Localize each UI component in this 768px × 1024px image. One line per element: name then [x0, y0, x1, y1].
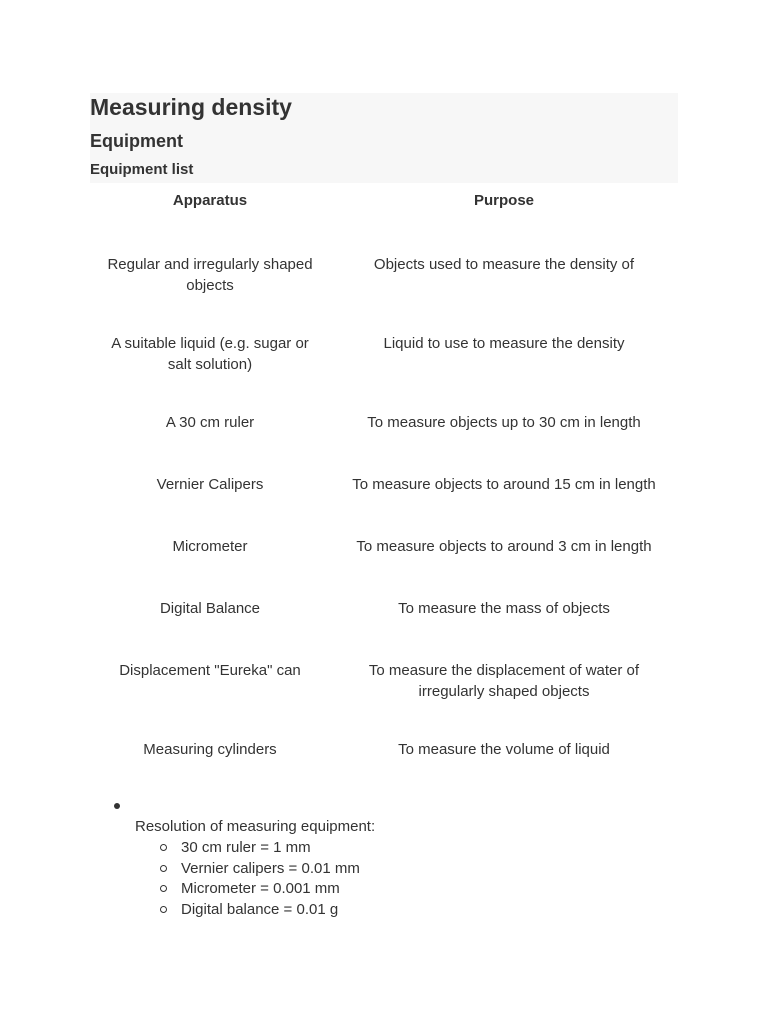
table-row: [90, 739, 678, 801]
hollow-circle-bullet-icon: [160, 885, 167, 892]
apparatus-text: Digital Balance: [159, 600, 261, 617]
apparatus-cell: [90, 536, 330, 598]
purpose-text: To measure objects to around 15 cm in length: [352, 476, 656, 493]
apparatus-text: A suitable liquid (e.g. sugar or salt solution): [111, 335, 309, 373]
list-item: [160, 900, 360, 921]
list-item: [160, 859, 360, 880]
apparatus-cell: [90, 474, 330, 536]
purpose-cell: [330, 412, 678, 474]
table-header-row: [90, 190, 678, 254]
table-row: [90, 254, 678, 333]
subsection-title: Equipment list: [90, 161, 194, 178]
hollow-circle-bullet-icon: [160, 906, 167, 913]
purpose-text: To measure objects up to 30 cm in length: [367, 414, 641, 431]
apparatus-text: A 30 cm ruler: [165, 414, 255, 431]
purpose-text: To measure the volume of liquid: [398, 741, 610, 758]
bullet-icon: [114, 803, 120, 809]
purpose-cell: [330, 660, 678, 739]
purpose-text: To measure objects to around 3 cm in length: [356, 538, 652, 555]
list-item-text: 30 cm ruler = 1 mm: [181, 839, 311, 856]
section-title: Equipment: [90, 131, 183, 151]
table-row: [90, 333, 678, 412]
page-title: Measuring density: [90, 94, 292, 120]
apparatus-text: Displacement "Eureka" can: [119, 662, 301, 679]
list-item: [160, 879, 360, 900]
list-item: [160, 838, 360, 859]
list-item-text: Vernier calipers = 0.01 mm: [181, 859, 360, 877]
resolution-sublist: [160, 838, 360, 920]
apparatus-text: Micrometer: [172, 538, 248, 555]
apparatus-text: Vernier Calipers: [156, 476, 264, 493]
header-purpose: Purpose: [473, 192, 534, 209]
header-apparatus: Apparatus: [172, 192, 248, 209]
purpose-cell: [330, 739, 678, 801]
table-row: [90, 660, 678, 739]
table-row: [90, 536, 678, 598]
hollow-circle-bullet-icon: [160, 865, 167, 872]
purpose-cell: [330, 536, 678, 598]
purpose-text: To measure the displacement of water of irregularly shaped objects: [368, 662, 640, 700]
table-row: [90, 412, 678, 474]
table-row: [90, 474, 678, 536]
purpose-cell: [330, 333, 678, 412]
purpose-cell: [330, 474, 678, 536]
apparatus-text: Regular and irregularly shaped objects: [107, 256, 313, 294]
purpose-cell: [330, 254, 678, 333]
apparatus-cell: [90, 598, 330, 660]
apparatus-cell: [90, 660, 330, 739]
purpose-text: To measure the mass of objects: [398, 600, 610, 617]
apparatus-text: Measuring cylinders: [143, 741, 277, 758]
apparatus-cell: [90, 254, 330, 333]
equipment-table: [90, 190, 678, 801]
table-row: [90, 598, 678, 660]
list-item-text: Digital balance = 0.01 g: [181, 900, 339, 918]
purpose-text: Objects used to measure the density of: [373, 256, 635, 273]
apparatus-cell: [90, 739, 330, 801]
hollow-circle-bullet-icon: [160, 844, 167, 851]
apparatus-cell: [90, 412, 330, 474]
purpose-text: Liquid to use to measure the density: [383, 335, 625, 352]
resolution-heading: Resolution of measuring equipment:: [135, 818, 376, 835]
apparatus-cell: [90, 333, 330, 412]
purpose-cell: [330, 598, 678, 660]
list-item-text: Micrometer = 0.001 mm: [181, 880, 340, 897]
